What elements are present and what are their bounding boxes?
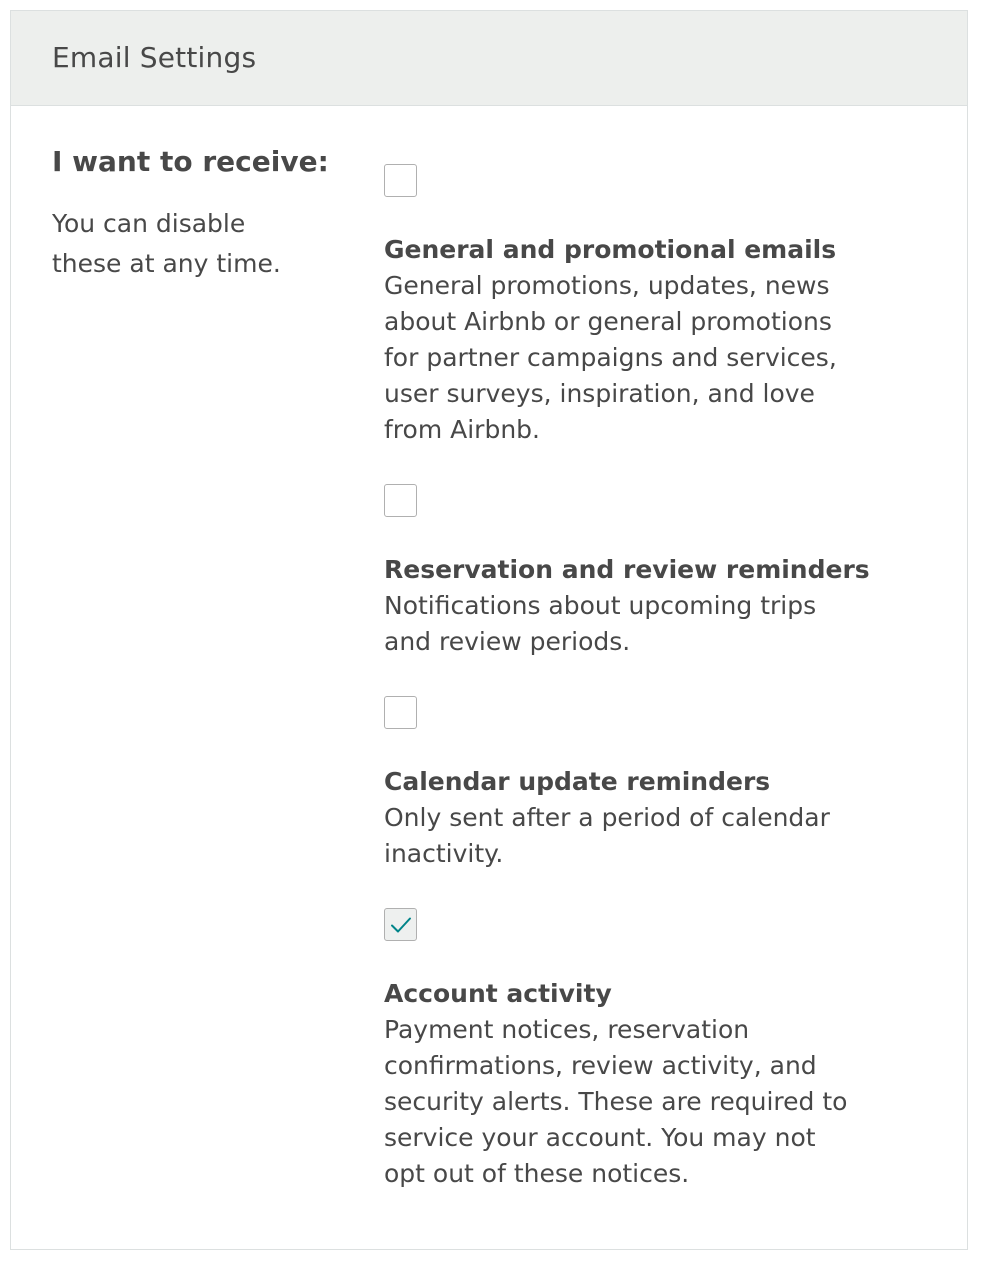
option-description [384, 800, 864, 872]
option-description-line: General promotions, updates, news [384, 271, 830, 300]
option-description [384, 1012, 864, 1192]
option-description-line: Notifications about upcoming trips [384, 591, 817, 620]
receive-heading: I want to receive: [52, 145, 329, 178]
option-description-line: opt out of these notices. [384, 1159, 690, 1188]
option-title: Account activity [384, 979, 612, 1008]
option-description-line: confirmations, review activity, and [384, 1051, 817, 1080]
checkbox-general-promotional[interactable] [384, 164, 417, 197]
option-account-activity [384, 908, 864, 1188]
option-title: Calendar update reminders [384, 767, 771, 796]
option-description [384, 268, 864, 448]
option-description-line: from Airbnb. [384, 415, 540, 444]
option-title: General and promotional emails [384, 235, 837, 264]
option-reservation-review [384, 484, 870, 656]
receive-description [52, 144, 342, 284]
checkbox-reservation-review[interactable] [384, 484, 417, 517]
check-icon [390, 916, 412, 934]
option-description-line: for partner campaigns and services, [384, 343, 837, 372]
option-description-line: Only sent after a period of calendar [384, 803, 830, 832]
panel-header [11, 11, 967, 106]
option-description-line: inactivity. [384, 839, 504, 868]
option-description-line: security alerts. These are required to [384, 1087, 848, 1116]
option-general-promotional [384, 164, 864, 444]
checkbox-calendar-update[interactable] [384, 696, 417, 729]
option-description-line: and review periods. [384, 627, 631, 656]
option-description-line: user surveys, inspiration, and love [384, 379, 815, 408]
panel-title: Email Settings [52, 40, 257, 74]
option-title: Reservation and review reminders [384, 555, 870, 584]
receive-note [52, 204, 342, 284]
option-description-line: Payment notices, reservation [384, 1015, 750, 1044]
option-calendar-update [384, 696, 864, 868]
option-description-line: service your account. You may not [384, 1123, 816, 1152]
email-settings-panel [10, 10, 968, 1250]
checkbox-account-activity[interactable] [384, 908, 417, 941]
option-description-line: about Airbnb or general promotions [384, 307, 832, 336]
receive-note-line: You can disable [52, 209, 246, 238]
option-description [384, 588, 864, 660]
receive-note-line: these at any time. [52, 249, 281, 278]
